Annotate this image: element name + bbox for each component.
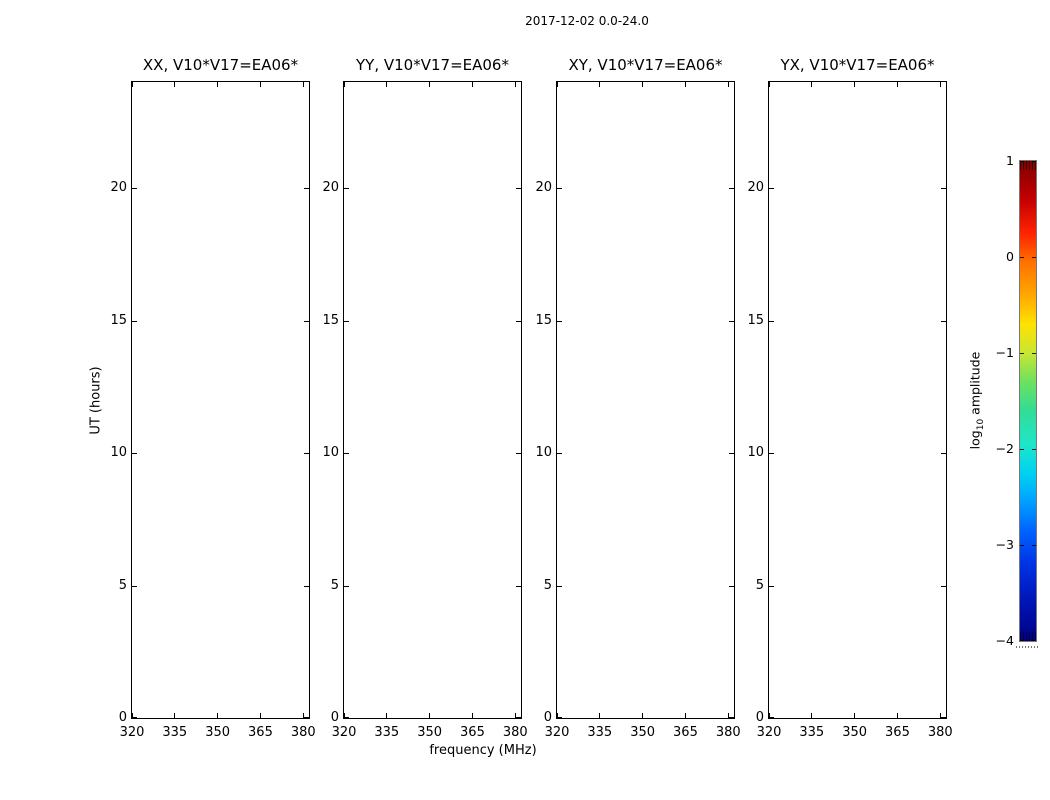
y-tick-label: 20 [747,180,764,195]
y-tick-left [557,586,562,587]
y-tick-left [344,453,349,454]
x-tick-bottom [386,713,387,718]
y-tick-label: 5 [118,577,127,593]
x-tick-label: 320 [544,725,570,740]
y-tick-right [729,321,734,322]
y-tick-right [941,586,946,587]
x-tick-label: 365 [460,725,485,740]
y-tick-label: 5 [543,577,552,593]
plot-area-yx [747,81,953,740]
x-tick-label: 350 [842,725,868,740]
x-tick-top [769,82,770,87]
x-tick-label: 335 [374,725,400,740]
x-tick-label: 350 [205,725,231,740]
x-tick-bottom [174,713,175,718]
x-tick-bottom [897,713,898,718]
x-tick-label: 320 [331,725,357,740]
y-tick-label: 5 [755,577,764,593]
y-tick-right [304,321,309,322]
x-tick-bottom [260,713,261,718]
y-tick-left [557,453,562,454]
x-tick-top [174,82,175,87]
x-tick-top [897,82,898,87]
y-tick-label: 0 [755,710,764,725]
colorbar-tick-left [1020,353,1024,354]
x-tick-label: 380 [927,725,953,740]
colorbar-tick-right [1032,449,1036,450]
y-tick-label: 0 [118,710,127,725]
y-tick-right [729,586,734,587]
y-tick-right [304,453,309,454]
colorbar-tick-right [1032,640,1036,641]
y-tick-right [516,586,521,587]
y-tick-right [729,453,734,454]
y-tick-right [304,586,309,587]
y-tick-right [516,453,521,454]
x-tick-label: 365 [885,725,910,740]
y-tick-right [516,717,521,718]
y-tick-label: 15 [322,312,339,328]
x-tick-top [940,82,941,87]
x-tick-label: 365 [248,725,273,740]
y-tick-left [344,188,349,189]
y-tick-left [344,321,349,322]
x-tick-label: 320 [119,725,145,740]
x-tick-top [344,82,345,87]
x-tick-bottom [599,713,600,718]
y-tick-label: 20 [322,180,339,195]
x-tick-label: 350 [417,725,443,740]
x-tick-top [557,82,558,87]
y-tick-label: 10 [747,445,764,460]
x-tick-top [472,82,473,87]
y-tick-right [516,321,521,322]
y-tick-label: 0 [330,710,339,725]
x-tick-top [429,82,430,87]
x-tick-label: 335 [587,725,613,740]
panel-title-xx: XX, V10*V17=EA06* [142,56,299,74]
y-tick-left [344,586,349,587]
colorbar-tick-left [1020,161,1024,162]
x-tick-label: 335 [162,725,188,740]
x-tick-top [515,82,516,87]
x-tick-top [217,82,218,87]
x-tick-bottom [811,713,812,718]
y-tick-right [729,717,734,718]
colorbar-tick-label: −3 [995,537,1014,552]
figure-title: 2017-12-02 0.0-24.0 [525,14,649,28]
y-tick-label: 10 [535,445,552,460]
y-tick-right [729,188,734,189]
y-tick-label: 5 [330,577,339,593]
colorbar-bottom-dotted-line [1016,646,1040,648]
y-tick-label: 15 [747,312,764,328]
y-tick-left [557,321,562,322]
y-tick-label: 0 [543,710,552,725]
y-tick-right [304,188,309,189]
y-tick-label: 20 [110,180,127,195]
x-tick-label: 380 [290,725,316,740]
y-tick-left [344,717,349,718]
x-tick-top [599,82,600,87]
y-tick-label: 15 [110,312,127,328]
x-tick-label: 380 [502,725,528,740]
y-tick-right [941,453,946,454]
x-tick-top [811,82,812,87]
y-tick-left [769,586,774,587]
x-tick-bottom [642,713,643,718]
y-tick-left [557,717,562,718]
x-tick-bottom [429,713,430,718]
panel-title-yy: YY, V10*V17=EA06* [356,56,509,74]
x-tick-top [260,82,261,87]
x-tick-top [303,82,304,87]
y-tick-label: 20 [535,180,552,195]
colorbar-tick-right [1032,353,1036,354]
x-tick-bottom [685,713,686,718]
x-tick-label: 380 [715,725,741,740]
colorbar-label-subscript: 10 [976,418,986,431]
colorbar-tick-left [1020,640,1024,641]
x-tick-top [854,82,855,87]
colorbar-tick-label: −2 [995,441,1014,456]
x-tick-bottom [472,713,473,718]
y-tick-label: 10 [322,445,339,460]
colorbar-top-hatch [1020,161,1036,170]
colorbar-label-suffix: amplitude [967,351,983,419]
y-tick-left [132,321,137,322]
colorbar [995,153,1037,648]
colorbar-tick-right [1032,257,1036,258]
colorbar-tick-label: 1 [1006,153,1014,168]
y-tick-left [132,453,137,454]
x-tick-top [685,82,686,87]
x-tick-top [132,82,133,87]
y-tick-left [769,717,774,718]
y-tick-right [304,717,309,718]
x-tick-top [642,82,643,87]
colorbar-tick-left [1020,545,1024,546]
colorbar-tick-left [1020,449,1024,450]
plot-area-xy [535,81,741,740]
y-axis-label: UT (hours) [88,366,104,435]
panel-title-yx: YX, V10*V17=EA06* [780,56,935,74]
panel-title-xy: XY, V10*V17=EA06* [568,56,723,74]
colorbar-label [967,301,984,501]
x-tick-bottom [854,713,855,718]
x-tick-top [386,82,387,87]
colorbar-tick-label: 0 [1006,249,1014,264]
x-tick-bottom [217,713,218,718]
y-tick-right [516,188,521,189]
plot-area-xx [110,81,316,740]
x-tick-label: 335 [799,725,825,740]
y-tick-right [941,321,946,322]
y-tick-left [557,188,562,189]
y-tick-left [132,586,137,587]
colorbar-tick-right [1032,161,1036,162]
plot-area-yy [322,81,528,740]
y-tick-right [941,188,946,189]
y-tick-left [132,717,137,718]
x-tick-label: 320 [756,725,782,740]
x-tick-top [728,82,729,87]
y-tick-left [769,453,774,454]
y-tick-label: 15 [535,312,552,328]
colorbar-tick-right [1032,545,1036,546]
y-tick-left [132,188,137,189]
y-tick-label: 10 [110,445,127,460]
colorbar-tick-label: −4 [995,633,1014,648]
x-tick-label: 365 [673,725,698,740]
colorbar-tick-left [1020,257,1024,258]
y-tick-right [941,717,946,718]
y-tick-left [769,188,774,189]
colorbar-label-prefix: log [967,430,983,450]
colorbar-tick-label: −1 [995,345,1014,360]
x-axis-label: frequency (MHz) [429,743,537,758]
y-tick-left [769,321,774,322]
x-tick-label: 350 [630,725,656,740]
